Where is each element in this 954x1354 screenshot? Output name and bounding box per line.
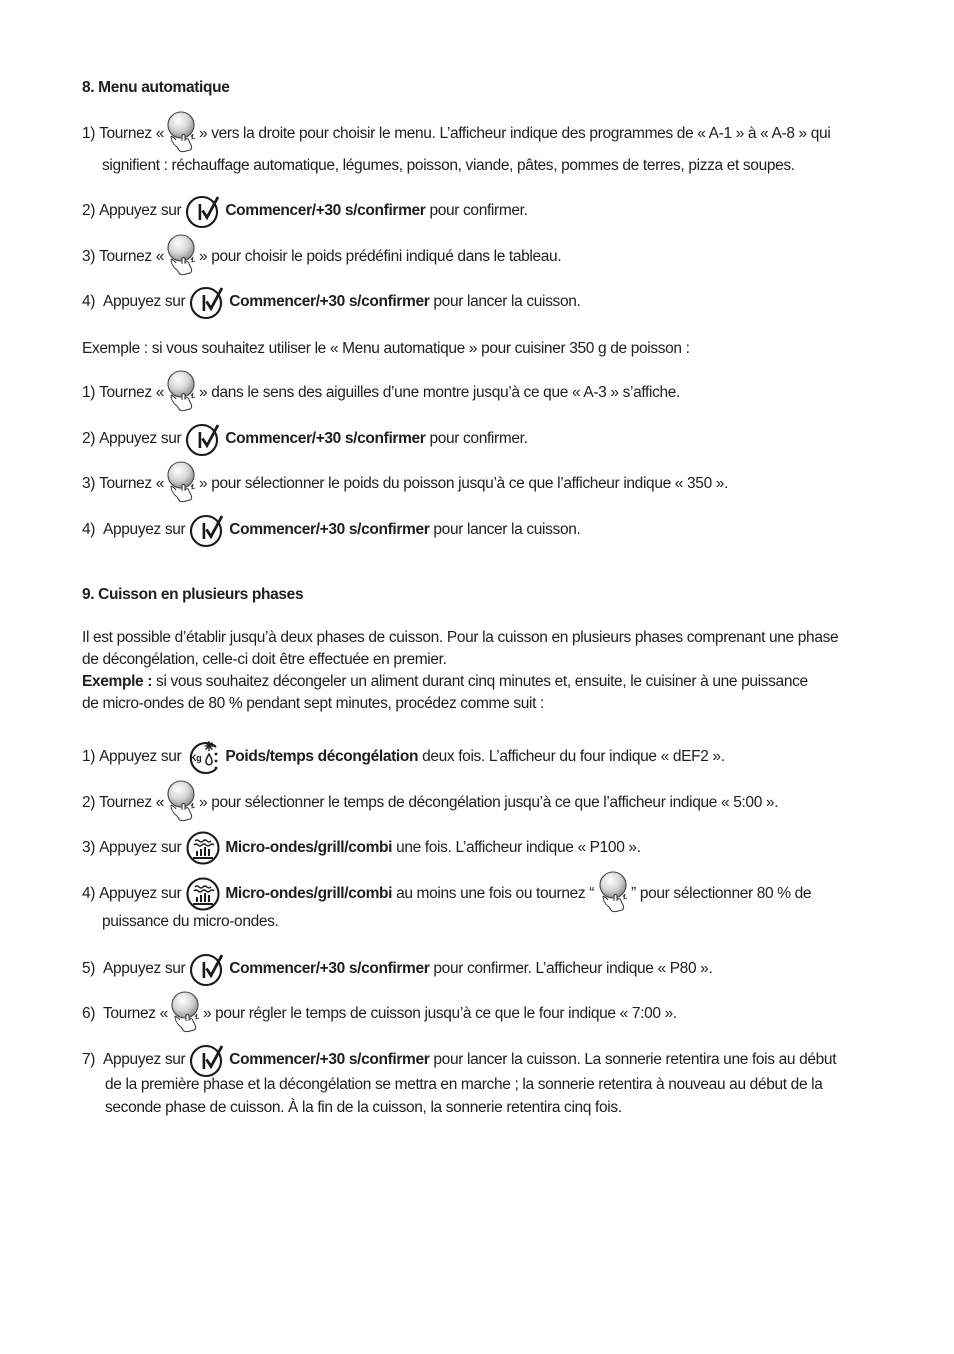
rotary-knob-hand-icon [597,870,631,918]
button-name: Commencer/+30 s/confirmer [229,293,430,310]
step-text: Appuyez sur [103,960,186,977]
step-text: » dans le sens des aiguilles d’une montre jusqu’à ce que « A-3 » s’affiche. [198,384,680,401]
example-line: de micro-ondes de 80 % pendant sept minutes, procédez comme suit : [82,695,544,712]
example-step-1 [82,376,680,410]
continuation-line: de la première phase et la décongélation se mettra en marche ; la sonnerie retentira à nouveau au début de la [105,1076,823,1093]
rotary-knob-hand-icon [165,233,199,281]
button-name: Commencer/+30 s/confirmer [229,960,430,977]
step-9-6 [82,997,677,1031]
start-confirm-icon [189,512,225,548]
example-intro: Exemple : si vous souhaitez utiliser le « Menu automatique » pour cuisiner 350 g de poisson : [82,340,690,357]
step-number: 2) [82,430,96,447]
step-text: Tournez « [99,248,164,265]
step-text: Tournez « [99,475,164,492]
step-number: 4) [82,521,96,538]
step-number: 3) [82,839,96,856]
step-number: 1) [82,125,96,142]
step-text: » pour régler le temps de cuisson jusqu’à ce que le four indique « 7:00 ». [202,1005,677,1022]
microwave-grill-combi-icon [185,830,221,866]
step-8-1 [82,117,830,151]
step-text: Appuyez sur [99,839,182,856]
step-number: 3) [82,475,96,492]
start-confirm-icon [189,1042,225,1078]
step-text: Appuyez sur [99,885,182,902]
step-text: ” pour sélectionner 80 % de [631,885,812,902]
step-text: Tournez « [99,125,164,142]
button-name: Commencer/+30 s/confirmer [225,202,426,219]
step-9-7-continuation [105,1074,823,1119]
start-confirm-icon [189,951,225,987]
step-text: au moins une fois ou tournez “ [396,885,595,902]
step-9-4 [82,877,811,911]
step-text: Appuyez sur [103,521,186,538]
example-step-4 [82,513,580,547]
example-step-3 [82,467,728,501]
step-8-4 [82,285,580,319]
step-text: pour confirmer. [429,202,528,219]
step-text: Appuyez sur [99,202,182,219]
step-text: une fois. L’afficheur indique « P100 ». [396,839,641,856]
rotary-knob-hand-icon [165,779,199,827]
example-text: si vous souhaitez décongeler un aliment durant cinq minutes et, ensuite, le cuisiner à une puissance [156,673,808,690]
step-8-1-continuation: signifient : réchauffage automatique, légumes, poisson, viande, pâtes, pommes de terres, pizza et soupes. [102,157,795,174]
button-name: Micro-ondes/grill/combi [225,885,393,902]
rotary-knob-hand-icon [165,460,199,508]
step-text: Appuyez sur [99,430,182,447]
step-text: Appuyez sur [103,1051,186,1068]
rotary-knob-hand-icon [169,990,203,1038]
section-8-heading: 8. Menu automatique [82,79,230,96]
step-text: Tournez « [99,384,164,401]
step-number: 4) [82,885,96,902]
step-8-2 [82,194,528,228]
section-9-intro [82,627,838,715]
step-text: pour confirmer. L’afficheur indique « P80 ». [433,960,713,977]
step-number: 3) [82,248,96,265]
start-confirm-icon [185,421,221,457]
step-number: 1) [82,384,96,401]
example-line [82,671,838,693]
button-name: Commencer/+30 s/confirmer [225,430,426,447]
rotary-knob-hand-icon [165,110,199,158]
step-9-2 [82,786,778,820]
step-text: Appuyez sur [103,293,186,310]
section-9-heading: 9. Cuisson en plusieurs phases [82,586,304,603]
step-number: 2) [82,794,96,811]
weight-time-defrost-icon [185,739,221,775]
start-confirm-icon [189,284,225,320]
step-9-3 [82,831,641,865]
rotary-knob-hand-icon [165,369,199,417]
step-number: 6) [82,1005,96,1022]
button-name: Poids/temps décongélation [225,748,419,765]
step-9-7 [82,1043,836,1077]
step-text: Tournez « [99,794,164,811]
button-name: Commencer/+30 s/confirmer [229,521,430,538]
example-label: Exemple : [82,673,153,690]
continuation-line: seconde phase de cuisson. À la fin de la cuisson, la sonnerie retentira cinq fois. [105,1098,622,1116]
step-text: pour lancer la cuisson. [433,293,581,310]
step-text: » pour sélectionner le poids du poisson jusqu’à ce que l’afficheur indique « 350 ». [198,475,729,492]
step-9-4-continuation: puissance du micro-ondes. [102,913,279,930]
step-text: » pour choisir le poids prédéfini indiqué dans le tableau. [198,248,562,265]
step-text: » pour sélectionner le temps de décongélation jusqu’à ce que l’afficheur indique « 5:00 ». [198,794,779,811]
step-text: » vers la droite pour choisir le menu. L’afficheur indique des programmes de « A-1 » à « A-8 » qui [198,125,831,142]
start-confirm-icon [185,193,221,229]
step-text: pour lancer la cuisson. [433,521,581,538]
step-8-3 [82,240,561,274]
step-number: 1) [82,748,96,765]
step-text: Appuyez sur [99,748,182,765]
step-number: 7) [82,1051,96,1068]
step-text: pour lancer la cuisson. La sonnerie retentira une fois au début [433,1051,837,1068]
button-name: Micro-ondes/grill/combi [225,839,393,856]
intro-line: de décongélation, celle-ci doit être effectuée en premier. [82,651,447,668]
step-9-1 [82,740,725,774]
step-text: deux fois. L’afficheur du four indique « dEF2 ». [422,748,725,765]
step-number: 4) [82,293,96,310]
microwave-grill-combi-icon [185,876,221,912]
step-text: Tournez « [103,1005,168,1022]
step-number: 5) [82,960,96,977]
example-step-2 [82,422,528,456]
intro-line: Il est possible d’établir jusqu’à deux phases de cuisson. Pour la cuisson en plusieurs phases comprenant une phase [82,629,839,646]
button-name: Commencer/+30 s/confirmer [229,1051,430,1068]
step-text: pour confirmer. [429,430,528,447]
step-number: 2) [82,202,96,219]
step-9-5 [82,952,712,986]
